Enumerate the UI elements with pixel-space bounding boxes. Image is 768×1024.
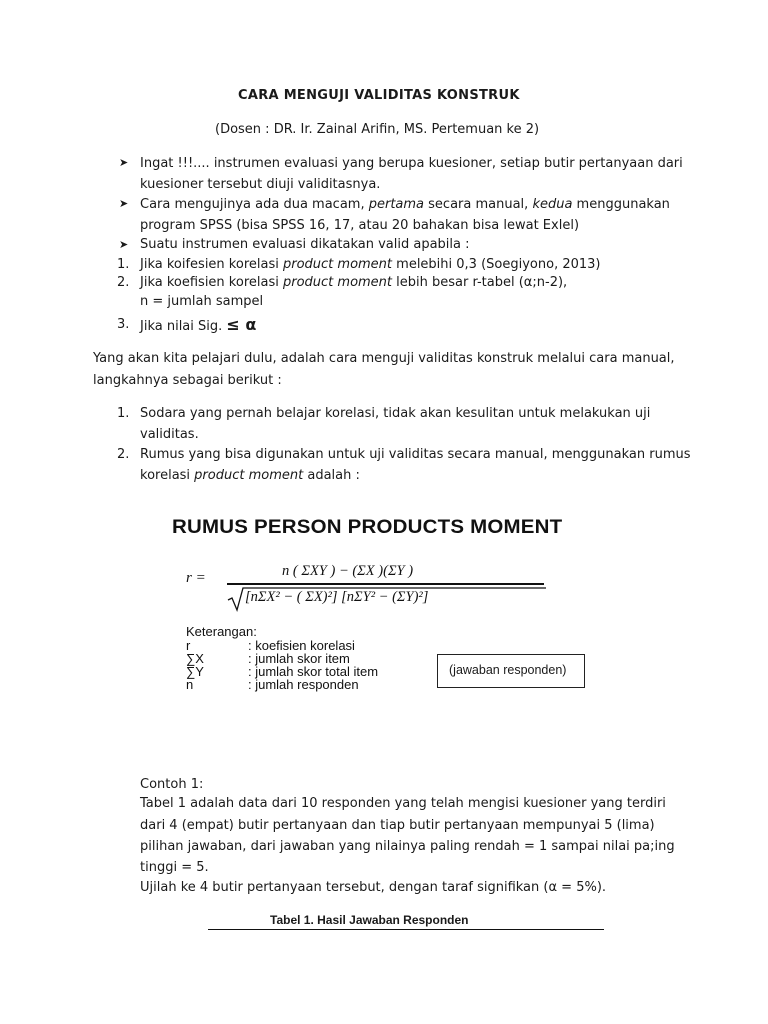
keterangan-symbol: r — [186, 638, 191, 653]
arrow-bullet-icon: ➤ — [119, 197, 129, 210]
keterangan-desc: : koefisien korelasi — [248, 638, 355, 653]
example-line-5: Ujilah ke 4 butir pertanyaan tersebut, dengan taraf signifikan (α = 5%). — [140, 880, 607, 895]
jawaban-responden-callout — [437, 654, 585, 688]
criteria-3-number: 3. — [117, 317, 130, 332]
example-line-3: pilihan jawaban, dari jawaban yang nilainya paling rendah = 1 sampai nilai pa;ing — [140, 839, 675, 854]
step-1-number: 1. — [117, 406, 130, 421]
criteria-2-note: n = jumlah sampel — [140, 294, 264, 309]
criteria-3: Jika nilai Sig. ≤ α — [140, 315, 257, 334]
arrow-bullet-icon: ➤ — [119, 156, 129, 169]
bullet-1-line-2: kuesioner tersebut diuji validitasnya. — [140, 177, 381, 192]
step-2-number: 2. — [117, 447, 130, 462]
formula-figure-title: RUMUS PERSON PRODUCTS MOMENT — [172, 516, 563, 538]
formula-r-label: r = — [186, 570, 206, 586]
step-2-line-2: korelasi product moment adalah : — [140, 468, 360, 483]
keterangan-desc: : jumlah skor item — [248, 651, 350, 666]
arrow-bullet-icon: ➤ — [119, 238, 129, 251]
example-line-4: tinggi = 5. — [140, 860, 209, 875]
step-1-line-1: Sodara yang pernah belajar korelasi, tidak akan kesulitan untuk melakukan uji — [140, 406, 651, 421]
page-subtitle: (Dosen : DR. Ir. Zainal Arifin, MS. Pertemuan ke 2) — [215, 122, 540, 137]
formula-numerator: n ( ΣXY ) − (ΣX )(ΣY ) — [282, 563, 414, 579]
criteria-1-number: 1. — [117, 257, 130, 272]
bullet-1-line-1: Ingat !!!.... instrumen evaluasi yang berupa kuesioner, setiap butir pertanyaan dari — [140, 156, 683, 171]
keterangan-desc: : jumlah skor total item — [248, 664, 379, 679]
table-top-rule — [208, 929, 604, 930]
page-title: CARA MENGUJI VALIDITAS KONSTRUK — [238, 88, 520, 103]
bullet-2-line-2: program SPSS (bisa SPSS 16, 17, atau 20 bahakan bisa lewat Exlel) — [140, 218, 580, 233]
keterangan-desc: : jumlah responden — [248, 677, 359, 692]
bullet-3: Suatu instrumen evaluasi dikatakan valid apabila : — [140, 237, 470, 252]
keterangan-title: Keterangan: — [186, 624, 257, 639]
bullet-2-line-1: Cara mengujinya ada dua macam, pertama secara manual, kedua menggunakan — [140, 197, 670, 212]
formula-fraction-bar — [227, 583, 544, 585]
keterangan-symbol: ∑X — [186, 651, 204, 666]
table-caption: Tabel 1. Hasil Jawaban Responden — [270, 913, 469, 927]
criteria-2-number: 2. — [117, 275, 130, 290]
intro-paragraph-line-1: Yang akan kita pelajari dulu, adalah cara menguji validitas konstruk melalui cara manual, — [93, 351, 675, 366]
formula-denominator: [nΣX² − ( ΣX)²] [nΣY² − (ΣY)²] — [245, 589, 429, 605]
criteria-1: Jika koifesien korelasi product moment melebihi 0,3 (Soegiyono, 2013) — [140, 257, 601, 272]
intro-paragraph-line-2: langkahnya sebagai berikut : — [93, 373, 282, 388]
example-line-1: Tabel 1 adalah data dari 10 responden yang telah mengisi kuesioner yang terdiri — [140, 796, 666, 811]
step-1-line-2: validitas. — [140, 427, 199, 442]
criteria-2: Jika koefisien korelasi product moment lebih besar r-tabel (α;n-2), — [140, 275, 568, 290]
callout-label: (jawaban responden) — [449, 663, 567, 677]
example-label: Contoh 1: — [140, 777, 204, 792]
example-line-2: dari 4 (empat) butir pertanyaan dan tiap butir pertanyaan mempunyai 5 (lima) — [140, 818, 655, 833]
keterangan-symbol: ∑Y — [186, 664, 204, 679]
keterangan-symbol: n — [186, 677, 194, 692]
step-2-line-1: Rumus yang bisa digunakan untuk uji validitas secara manual, menggunakan rumus — [140, 447, 691, 462]
